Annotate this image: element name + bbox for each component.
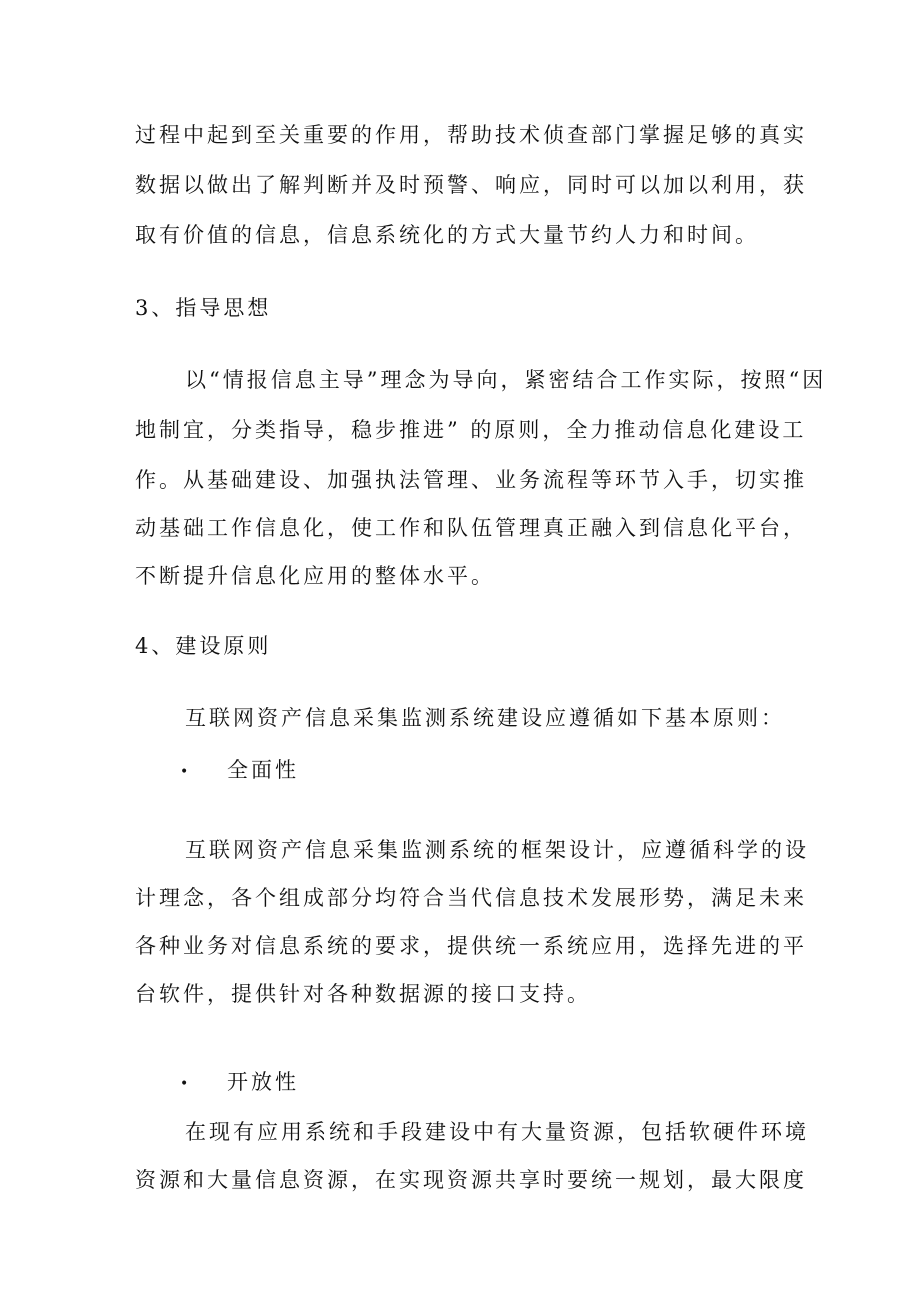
paragraph-line: 取有价值的信息，信息系统化的方式大量节约人力和时间。 bbox=[135, 223, 759, 247]
paragraph-line: 以“情报信息主导”理念为导向，紧密结合工作实际，按照“因 bbox=[185, 368, 827, 392]
paragraph-line: 在现有应用系统和手段建设中有大量资源，包括软硬件环境 bbox=[185, 1120, 809, 1144]
paragraph-line: 资源和大量信息资源，在实现资源共享时要统一规划，最大限度 bbox=[135, 1168, 807, 1192]
paragraph-line: 各种业务对信息系统的要求，提供统一系统应用，选择先进的平 bbox=[135, 934, 807, 958]
paragraph-line: 计理念，各个组成部分均符合当代信息技术发展形势，满足未来 bbox=[135, 886, 807, 910]
bullet-label: 开放性 bbox=[227, 1070, 299, 1094]
paragraph-line: 作。从基础建设、加强执法管理、业务流程等环节入手，切实推 bbox=[135, 468, 807, 492]
bullet-icon: • bbox=[180, 764, 189, 780]
paragraph-line: 地制宜，分类指导，稳步推进” 的原则，全力推动信息化建设工 bbox=[135, 418, 807, 442]
paragraph-line: 数据以做出了解判断并及时预警、响应，同时可以加以利用，获 bbox=[135, 173, 807, 197]
section-heading-3: 3、指导思想 bbox=[135, 296, 272, 320]
principles-intro: 互联网资产信息采集监测系统建设应遵循如下基本原则： bbox=[185, 706, 785, 730]
paragraph-line: 不断提升信息化应用的整体水平。 bbox=[135, 564, 495, 588]
bullet-icon: • bbox=[180, 1076, 189, 1092]
paragraph-line: 过程中起到至关重要的作用，帮助技术侦查部门掌握足够的真实 bbox=[135, 123, 807, 147]
bullet-label: 全面性 bbox=[227, 758, 299, 782]
section-heading-4: 4、建设原则 bbox=[135, 634, 272, 658]
paragraph-line: 动基础工作信息化，使工作和队伍管理真正融入到信息化平台， bbox=[135, 516, 807, 540]
paragraph-line: 互联网资产信息采集监测系统的框架设计，应遵循科学的设 bbox=[185, 838, 809, 862]
paragraph-line: 台软件，提供针对各种数据源的接口支持。 bbox=[135, 982, 591, 1006]
